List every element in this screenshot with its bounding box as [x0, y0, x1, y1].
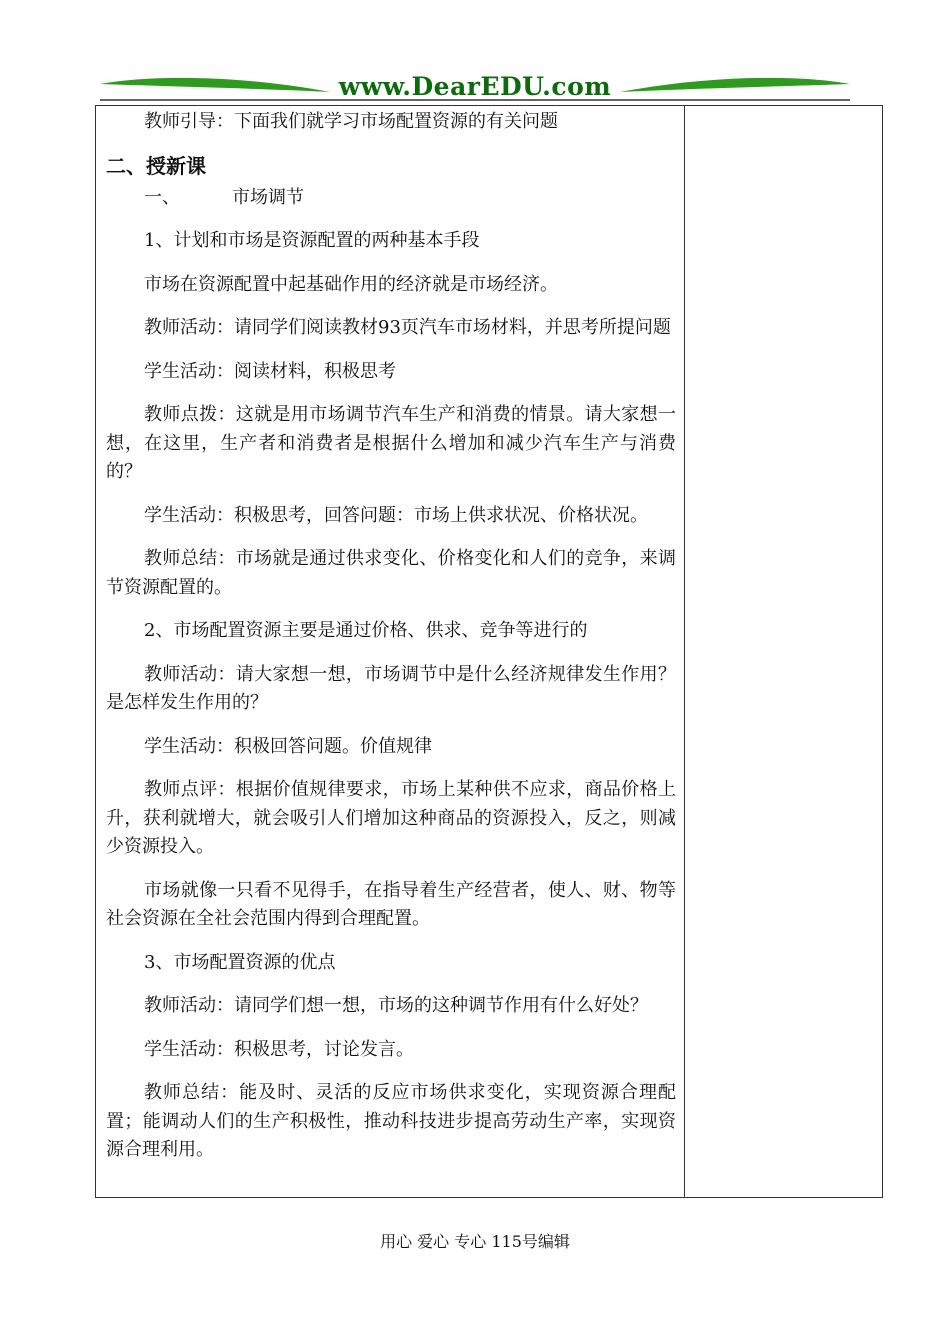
paragraph: 学生活动：阅读材料，积极思考 [144, 360, 396, 382]
subsection-number: 一、 [144, 186, 180, 208]
paragraph: 3、市场配置资源的优点 [144, 951, 336, 973]
paragraph: 1、计划和市场是资源配置的两种基本手段 [144, 230, 480, 251]
table-column-divider [684, 105, 685, 1198]
paragraph: 教师总结：能及时、灵活的反应市场供求变化，实现资源合理配置；能调动人们的生产积极性，推动科技进步提高劳动生产率，实现资源合理利用。 [106, 1082, 676, 1160]
paragraph: 市场在资源配置中起基础作用的经济就是市场经济。 [144, 273, 558, 295]
paragraph: 学生活动：积极回答问题。价值规律 [144, 735, 432, 757]
section-heading: 二、授新课 [106, 153, 206, 178]
paragraph: 教师活动：请同学们阅读教材93页汽车市场材料，并思考所提问题 [144, 317, 671, 338]
paragraph: 市场就像一只看不见得手，在指导着生产经营者，使人、财、物等社会资源在全社会范围内得到合理配置。 [106, 879, 676, 929]
lesson-content [106, 108, 676, 1180]
paragraph: 教师点评：根据价值规律要求，市场上某种供不应求，商品价格上升，获利就增大，就会吸引人们增加这种商品的资源投入，反之，则减少资源投入。 [106, 779, 676, 857]
paragraph: 学生活动：积极思考，回答问题：市场上供求状况、价格状况。 [144, 504, 648, 526]
site-header-banner [95, 70, 855, 110]
paragraph: 学生活动：积极思考，讨论发言。 [144, 1038, 414, 1060]
site-logo-text[interactable]: www.DearEDU.com [338, 72, 612, 101]
paragraph: 教师活动：请同学们想一想，市场的这种调节作用有什么好处？ [144, 995, 648, 1016]
paragraph-intro: 教师引导：下面我们就学习市场配置资源的有关问题 [144, 111, 558, 132]
page-footer: 用心 爱心 专心 115号编辑 [380, 1232, 570, 1251]
paragraph: 教师活动：请大家想一想，市场调节中是什么经济规律发生作用？是怎样发生作用的？ [106, 663, 676, 713]
paragraph: 教师总结：市场就是通过供求变化、价格变化和人们的竞争，来调节资源配置的。 [106, 548, 676, 598]
subsection-title: 市场调节 [232, 186, 304, 208]
paragraph: 教师点拨：这就是用市场调节汽车生产和消费的情景。请大家想一想，在这里，生产者和消费者是根据什么增加和减少汽车生产与消费的？ [106, 404, 676, 482]
subsection-heading [144, 184, 676, 213]
paragraph: 2、市场配置资源主要是通过价格、供求、竞争等进行的 [144, 620, 588, 641]
